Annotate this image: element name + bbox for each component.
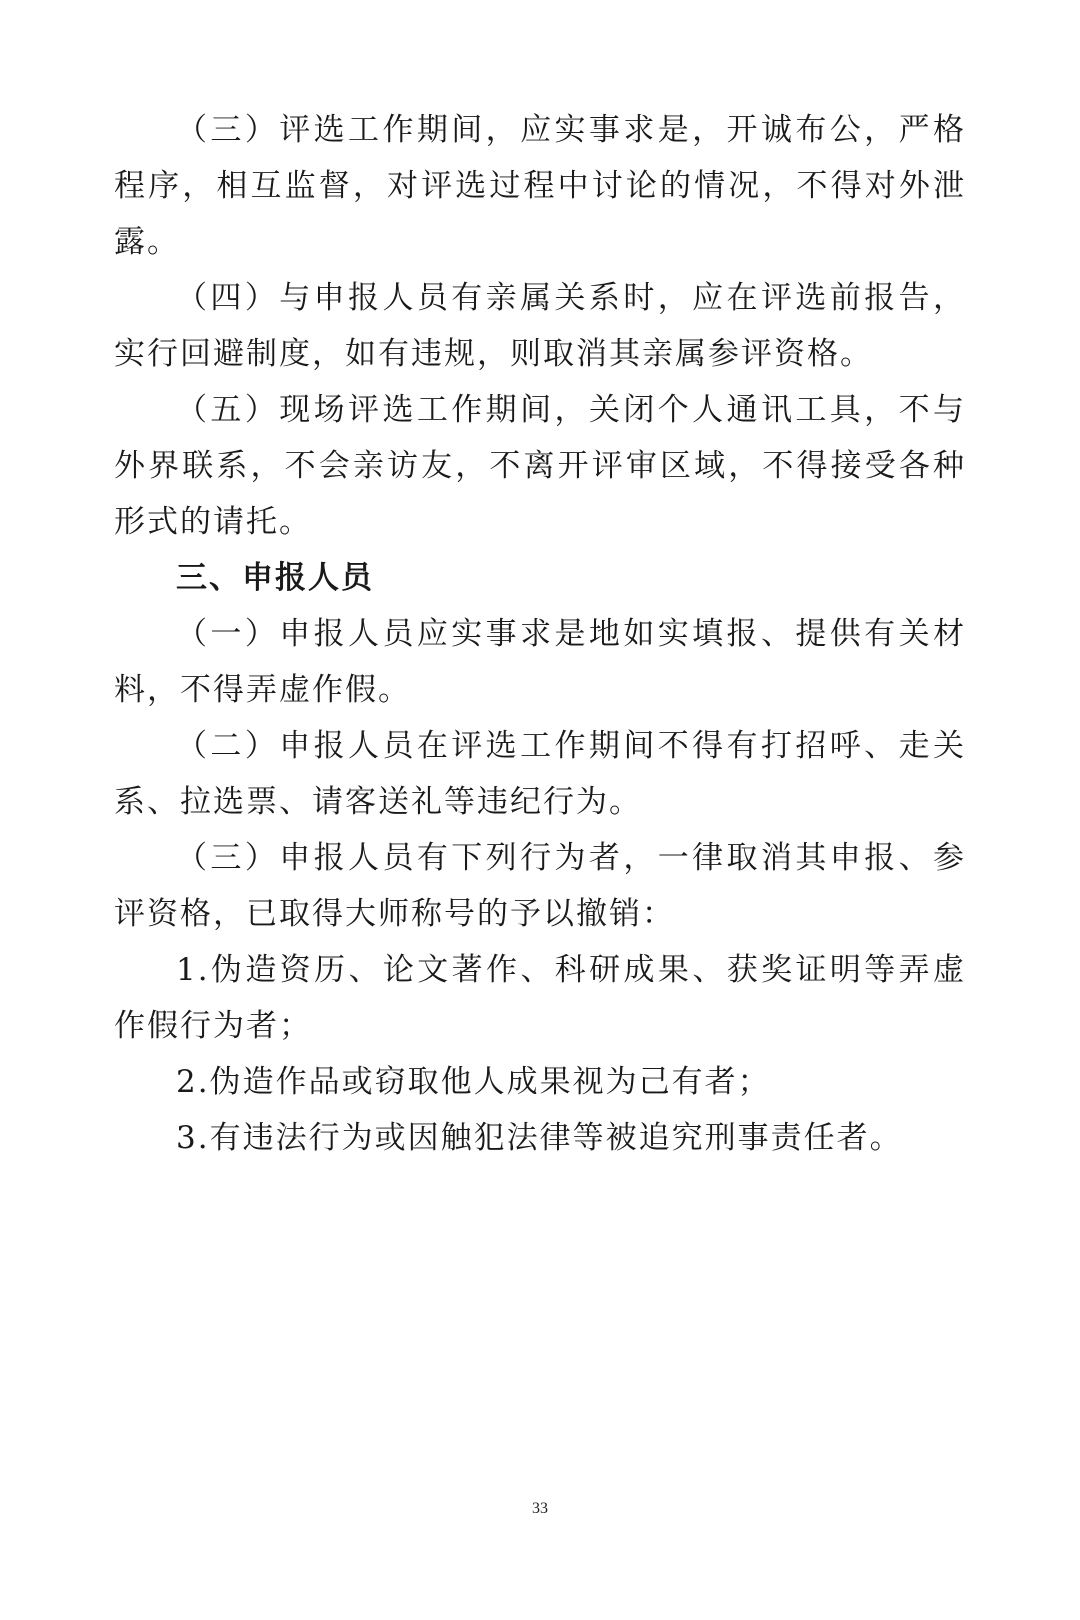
page-number: 33	[532, 1500, 548, 1517]
list-item-forgery: 1.伪造资历、论文著作、科研成果、获奖证明等弄虚作假行为者；	[114, 952, 966, 1044]
list-item-criminal: 3.有违法行为或因触犯法律等被追究刑事责任者。	[176, 1120, 903, 1156]
paragraph-onsite-rules: （五）现场评选工作期间，关闭个人通讯工具，不与外界联系，不会亲访友，不离开评审区域，不得接受各种形式的请托。	[114, 392, 966, 540]
list-item-plagiarism: 2.伪造作品或窃取他人成果视为己有者；	[176, 1064, 771, 1100]
paragraph-applicant-truthful: （一）申报人员应实事求是地如实填报、提供有关材料，不得弄虚作假。	[114, 616, 966, 708]
paragraph-applicant-no-misconduct: （二）申报人员在评选工作期间不得有打招呼、走关系、拉选票、请客送礼等违纪行为。	[114, 728, 966, 820]
document-body	[114, 102, 966, 1166]
paragraph-recusal: （四）与申报人员有亲属关系时，应在评选前报告，实行回避制度，如有违规，则取消其亲属参评资格。	[114, 280, 966, 372]
paragraph-review-conduct: （三）评选工作期间，应实事求是，开诚布公，严格程序，相互监督，对评选过程中讨论的情况，不得对外泄露。	[114, 112, 966, 260]
section-heading-applicants: 三、申报人员	[176, 560, 374, 596]
paragraph-applicant-disqualification: （三）申报人员有下列行为者，一律取消其申报、参评资格，已取得大师称号的予以撤销：	[114, 840, 966, 932]
